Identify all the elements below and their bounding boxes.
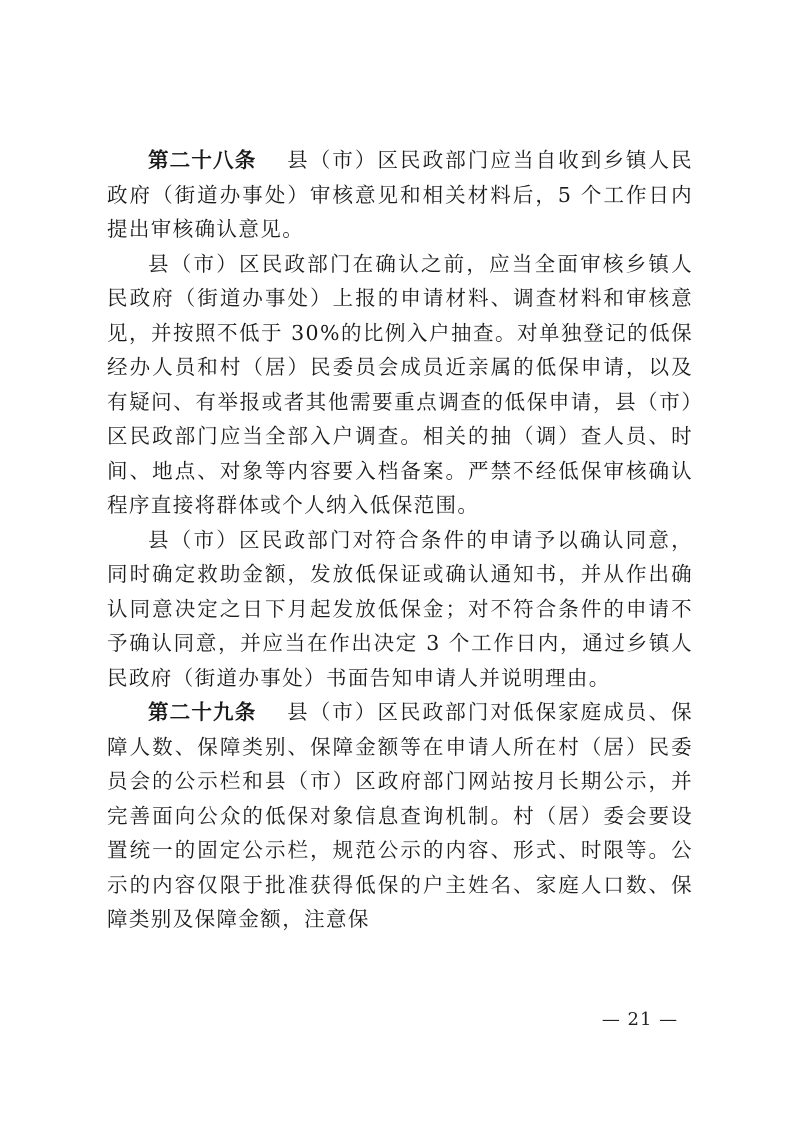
paragraph-text: 县（市）区民政部门在确认之前，应当全面审核乡镇人民政府（街道办事处）上报的申请材料、调查材料和审核意见，并按照不低于 30%的比例入户抽查。对单独登记的低保经办人员和村（居）民委员会成员近亲属的低保申请，以及有疑问、有举报或者其他需要重点调查的低保申请，县（市）区民政部门应当全部入户调查。相关的抽（调）查人员、时间、地点、对象等内容要入档备案。严禁不经低保审核确认程序直接将群体或个人纳入低保范围。 xyxy=(107,251,693,517)
page-number: — 21 — xyxy=(601,1009,679,1030)
paragraph-text: 县（市）区民政部门应当自收到乡镇人民政府（街道办事处）审核意见和相关材料后，5 个工作日内提出审核确认意见。 xyxy=(107,148,693,241)
article-label-29: 第二十九条 xyxy=(148,700,257,724)
article-label-28: 第二十八条 xyxy=(148,148,257,172)
paragraph-text: 县（市）区民政部门对符合条件的申请予以确认同意，同时确定救助金额，发放低保证或确认通知书，并从作出确认同意决定之日下月起发放低保金；对不符合条件的申请不予确认同意，并应当在作出决定 3 个工作日内，通过乡镇人民政府（街道办事处）书面告知申请人并说明理由。 xyxy=(107,527,693,690)
document-body xyxy=(107,143,693,937)
paragraph-review-scope xyxy=(107,247,693,523)
paragraph-text: 县（市）区民政部门对低保家庭成员、保障人数、保障类别、保障金额等在申请人所在村（居）民委员会的公示栏和县（市）区政府部门网站按月长期公示，并完善面向公众的低保对象信息查询机制。村（居）委会要设置统一的固定公示栏，规范公示的内容、形式、时限等。公示的内容仅限于批准获得低保的户主姓名、家庭人口数、保障类别及保障金额，注意保 xyxy=(107,700,693,931)
paragraph-article-29 xyxy=(107,695,693,937)
paragraph-confirmation-result xyxy=(107,523,693,696)
paragraph-article-28 xyxy=(107,143,693,247)
